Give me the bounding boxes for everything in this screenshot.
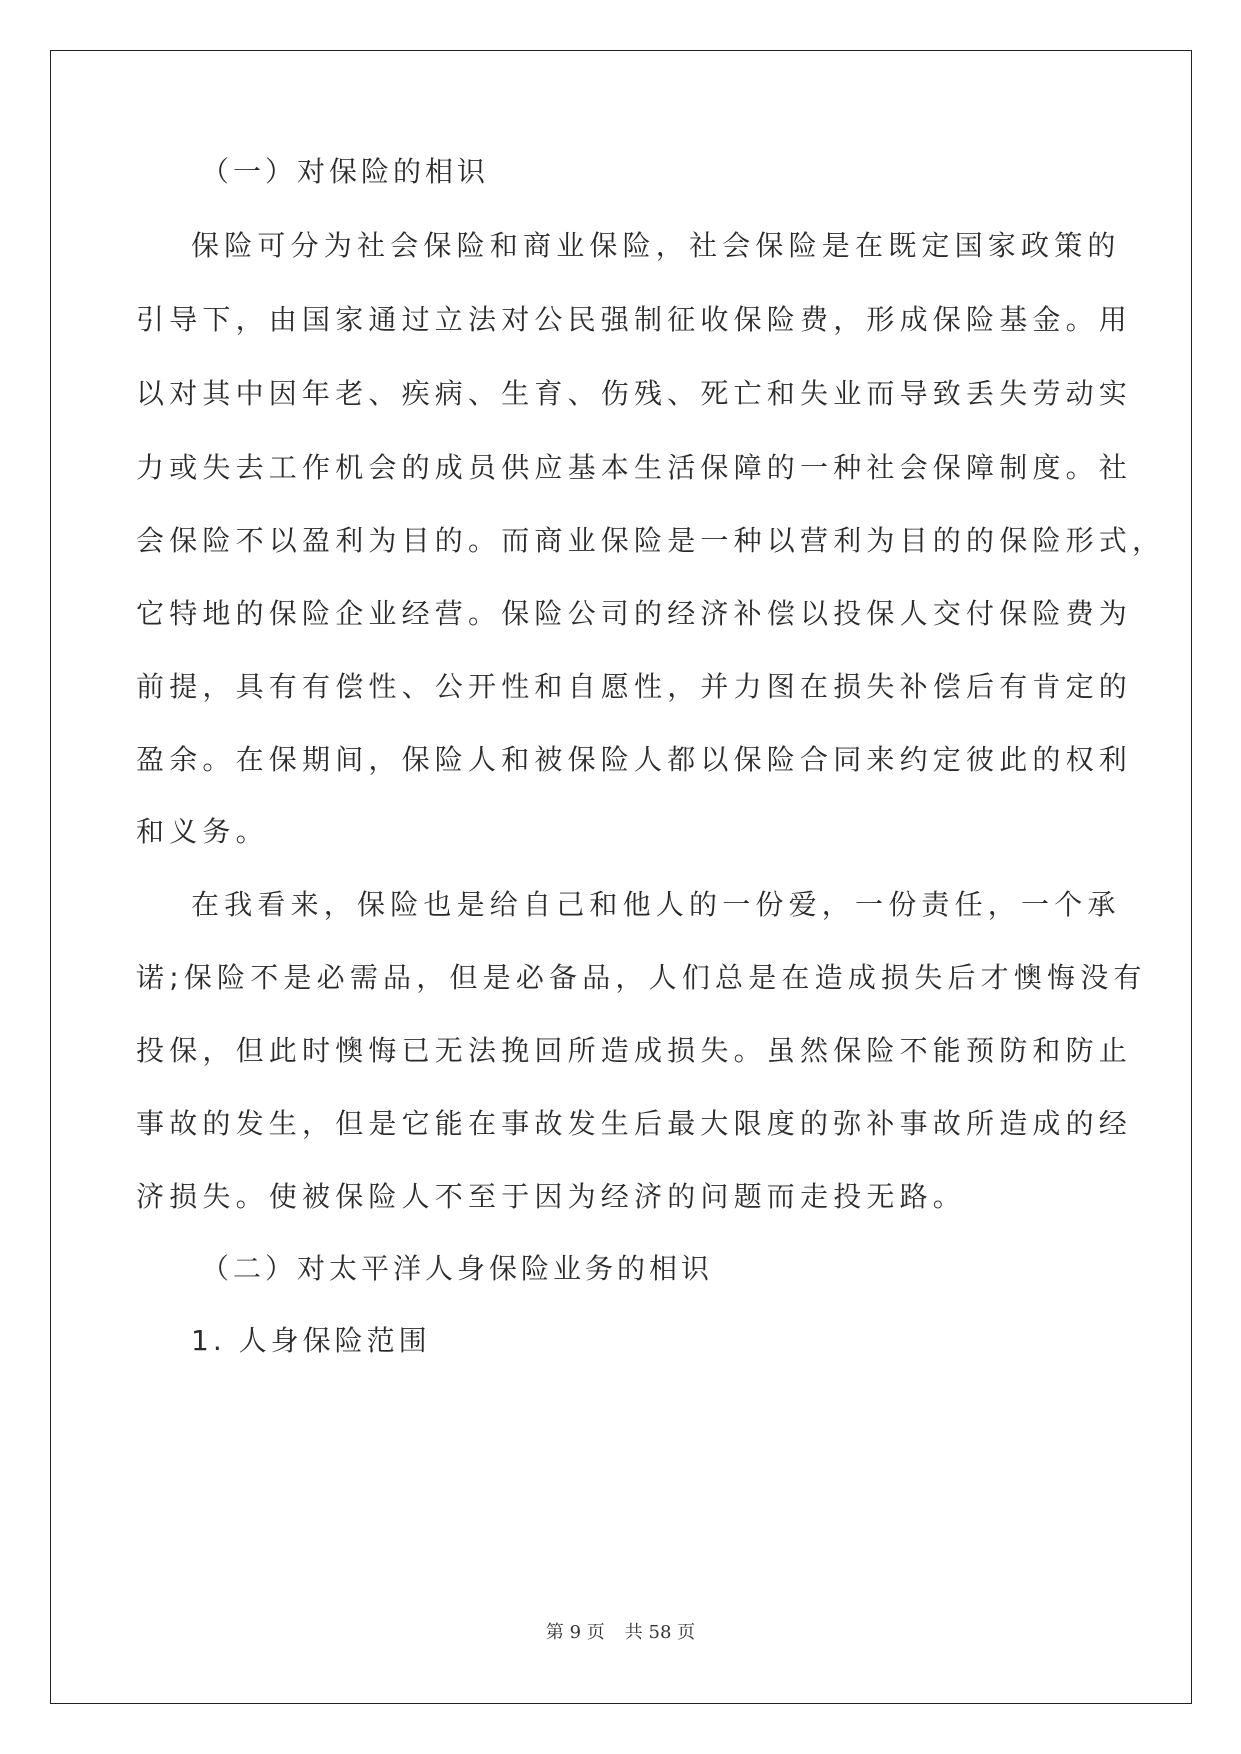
paragraph-1-line-6: 它特地的保险企业经营。保险公司的经济补偿以投保人交付保险费为 (136, 597, 1133, 630)
paragraph-1-line-1: 保险可分为社会保险和商业保险，社会保险是在既定国家政策的 (191, 229, 1121, 262)
page-border (50, 50, 1192, 1704)
paragraph-1-line-8: 盈余。在保期间，保险人和被保险人都以保险合同来约定彼此的权利 (136, 743, 1133, 776)
paragraph-1-line-9: 和义务。 (136, 815, 269, 848)
total-pages: 共 58 页 (624, 1622, 696, 1643)
paragraph-2-line-3: 投保，但此时懊悔已无法挽回所造成损失。虽然保险不能预防和防止 (136, 1034, 1133, 1067)
paragraph-2-line-4: 事故的发生，但是它能在事故发生后最大限度的弥补事故所造成的经 (136, 1107, 1133, 1140)
section-heading-2: （二）对太平洋人身保险业务的相识 (201, 1252, 714, 1285)
page-footer (0, 1618, 1241, 1644)
section-heading-1: （一）对保险的相识 (201, 155, 490, 188)
paragraph-2-line-2: 诺;保险不是必需品，但是必备品，人们总是在造成损失后才懊悔没有 (136, 961, 1147, 994)
paragraph-2-line-1: 在我看来，保险也是给自己和他人的一份爱，一份责任，一个承 (191, 888, 1121, 921)
page-number: 第 9 页 (545, 1622, 605, 1643)
paragraph-2-line-5: 济损失。使被保险人不至于因为经济的问题而走投无路。 (136, 1180, 967, 1213)
paragraph-1-line-4: 力或失去工作机会的成员供应基本生活保障的一种社会保障制度。社 (136, 451, 1133, 484)
paragraph-1-line-5: 会保险不以盈利为目的。而商业保险是一种以营利为目的的保险形式， (136, 524, 1166, 557)
subsection-heading: 1. 人身保险范围 (191, 1324, 431, 1357)
paragraph-1-line-2: 引导下，由国家通过立法对公民强制征收保险费，形成保险基金。用 (136, 303, 1133, 336)
paragraph-1-line-3: 以对其中因年老、疾病、生育、伤残、死亡和失业而导致丢失劳动实 (136, 377, 1133, 410)
paragraph-1-line-7: 前提，具有有偿性、公开性和自愿性，并力图在损失补偿后有肯定的 (136, 670, 1133, 703)
